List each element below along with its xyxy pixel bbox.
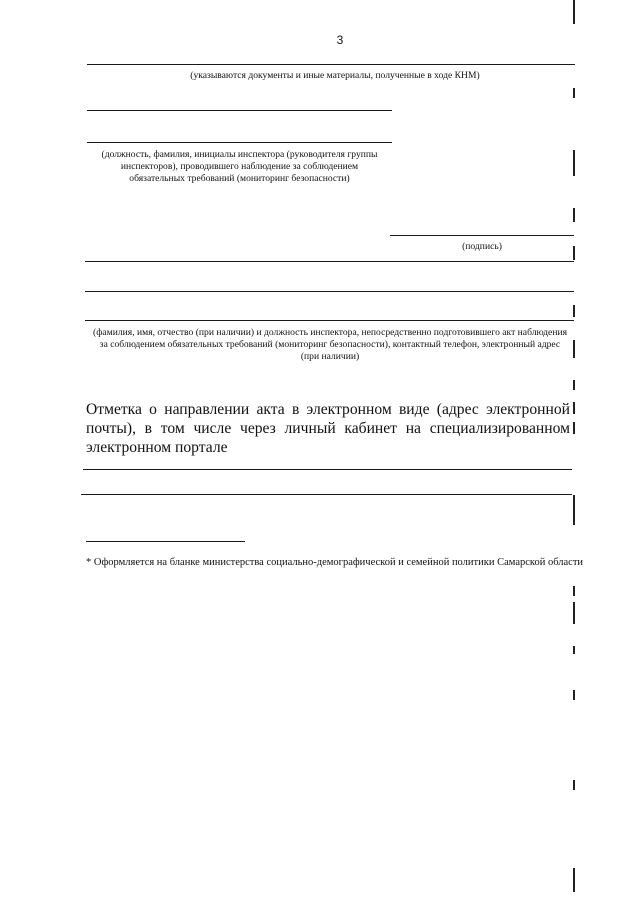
inspector-line-1 xyxy=(87,110,392,111)
mark-line-2 xyxy=(81,494,572,495)
scan-edge-mark xyxy=(573,208,575,222)
page-number: 3 xyxy=(336,33,344,47)
footnote-separator xyxy=(86,541,245,542)
scan-edge-mark xyxy=(573,422,575,434)
documents-caption: (указываются документы и иные материалы, полученные в ходе КНМ) xyxy=(190,70,480,81)
documents-line xyxy=(87,64,575,65)
electronic-mark-text: Отметка о направлении акта в электронном виде (адрес электронной почты), в том числе через личный кабинет на специализированном электронном портале xyxy=(86,401,570,456)
mark-line-1 xyxy=(83,469,572,470)
scan-edge-mark xyxy=(573,0,575,24)
scan-edge-mark xyxy=(573,780,575,790)
scan-edge-mark xyxy=(573,246,575,260)
scan-edge-mark xyxy=(573,495,575,525)
scan-edge-mark xyxy=(573,380,575,390)
footnote: * Оформляется на бланке министерства социально-демографической и семейной политики Самарской области xyxy=(86,557,584,568)
inspector-caption: (должность, фамилия, инициалы инспектора (руководителя группы инспекторов), проводившего наблюдение за соблюдением обязательных требований (мониторинг безопасности) xyxy=(101,149,378,184)
scan-edge-mark xyxy=(573,646,575,654)
scan-edge-mark xyxy=(573,402,575,414)
scan-edge-mark xyxy=(573,586,575,596)
inspector-line-2 xyxy=(87,142,392,143)
scan-edge-mark xyxy=(573,690,575,700)
scan-edge-mark xyxy=(573,868,575,892)
scan-edge-mark xyxy=(573,150,575,176)
scan-edge-mark xyxy=(573,602,575,624)
preparer-line-1 xyxy=(85,261,574,262)
signature-line xyxy=(390,235,574,236)
preparer-line-2 xyxy=(85,291,574,292)
preparer-line-3 xyxy=(85,320,574,321)
scan-edge-mark xyxy=(573,88,575,98)
scan-edge-mark xyxy=(573,340,575,358)
scan-edge-mark xyxy=(573,305,575,317)
signature-caption: (подпись) xyxy=(462,241,502,252)
preparer-caption: (фамилия, имя, отчество (при наличии) и должность инспектора, непосредственно подготовившего акт наблюдения за соблюдением обязательных требований (мониторинг безопасности), контактный телефон, электронный адрес (при наличии) xyxy=(93,327,567,362)
